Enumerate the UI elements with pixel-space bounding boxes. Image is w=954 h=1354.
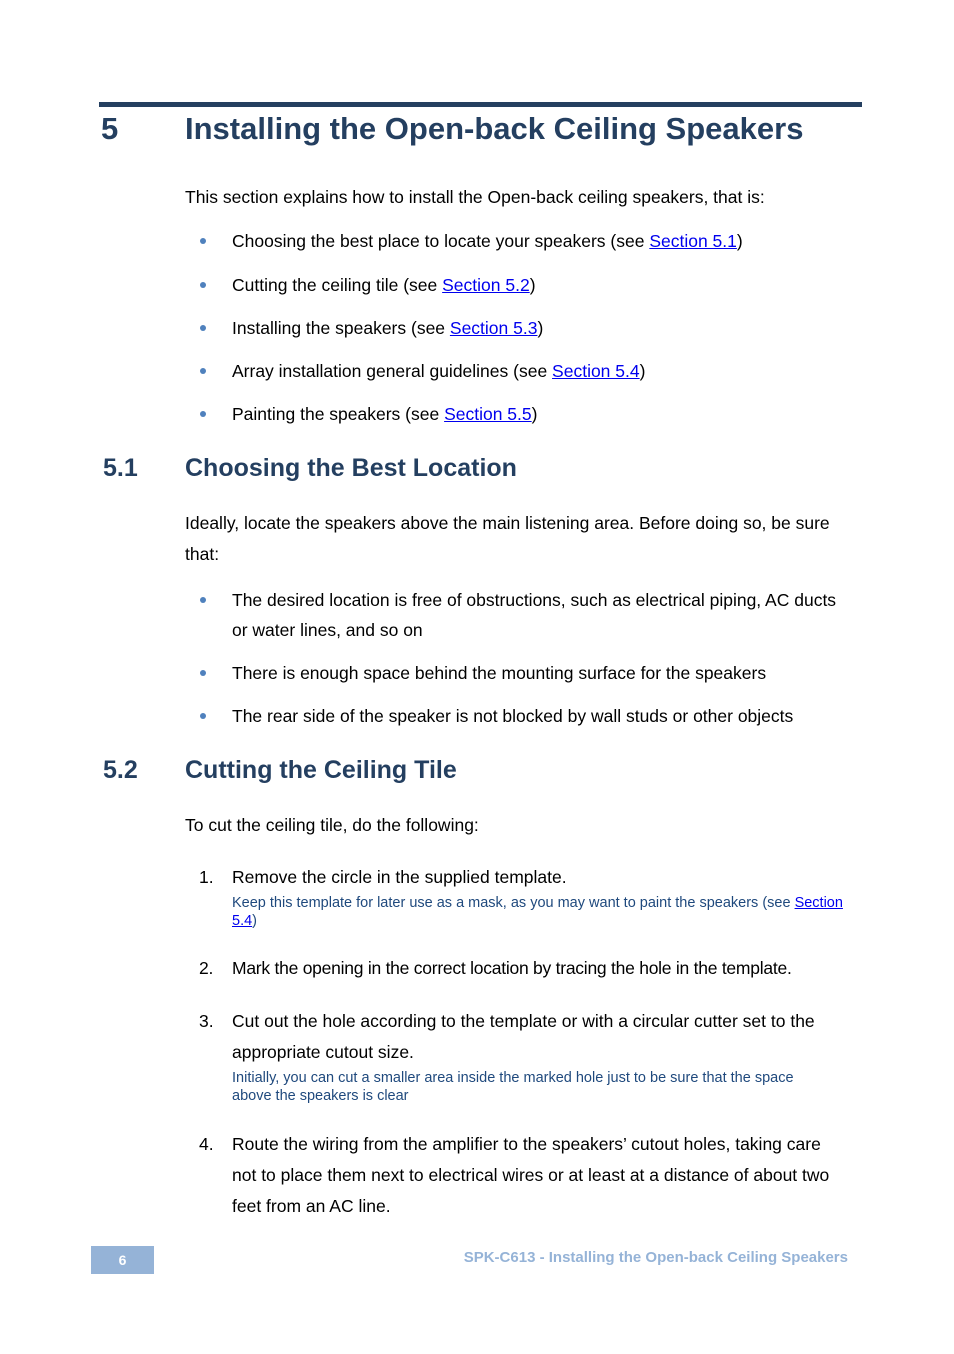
section-number: 5.2	[103, 756, 138, 784]
step-note: Initially, you can cut a smaller area inside the marked hole just to be sure that the space above the speakers is clear	[232, 1070, 794, 1104]
footer-title: SPK-C613 - Installing the Open-back Ceiling Speakers	[463, 1249, 848, 1266]
intro-paragraph: This section explains how to install the Open-back ceiling speakers, that is:	[185, 187, 765, 207]
step-item: 3. Cut out the hole according to the template or with a circular cutter set to the appropriate cutout size.	[199, 1011, 815, 1062]
section-paragraph: Ideally, locate the speakers above the main listening area. Before doing so, be sure that:	[185, 513, 830, 564]
bullet-icon	[200, 238, 206, 244]
link-section-5-4[interactable]: Section 5.4	[232, 895, 843, 929]
section-paragraph: To cut the ceiling tile, do the following:	[185, 815, 479, 835]
section-title: Cutting the Ceiling Tile	[185, 756, 457, 784]
chapter-number: 5	[101, 111, 119, 146]
step-item: 2. Mark the opening in the correct location by tracing the hole in the template.	[199, 958, 792, 978]
link-section-5-3[interactable]: Section 5.3	[449, 318, 538, 338]
link-section-5-4[interactable]: Section 5.4	[552, 361, 640, 381]
list-item: The desired location is free of obstructions, such as electrical piping, AC ducts or water lines, and so on	[200, 585, 845, 645]
page-number: 6	[91, 1246, 154, 1274]
list-item: Array installation general guidelines (see Section 5.4)	[200, 356, 845, 386]
bullet-icon	[200, 282, 206, 288]
list-item: There is enough space behind the mounting surface for the speakers	[200, 658, 845, 688]
bullet-icon	[200, 670, 206, 676]
bullet-icon	[200, 411, 206, 417]
chapter-title: Installing the Open-back Ceiling Speakers	[185, 111, 804, 146]
bullet-icon	[200, 713, 206, 719]
bullet-icon	[200, 325, 206, 331]
bullet-icon	[200, 597, 206, 603]
list-item: Painting the speakers (see Section 5.5)	[200, 399, 845, 429]
step-item: 4. Route the wiring from the amplifier to the speakers’ cutout holes, taking care not to place them next to electrical wires or at least at a distance of about two feet from an AC line.	[199, 1134, 830, 1216]
link-section-5-1[interactable]: Section 5.1	[649, 231, 737, 251]
link-section-5-2[interactable]: Section 5.2	[442, 275, 530, 295]
link-section-5-5[interactable]: Section 5.5	[444, 404, 532, 424]
section-title: Choosing the Best Location	[185, 454, 517, 482]
step-item: 1. Remove the circle in the supplied template.	[199, 867, 567, 887]
list-item: The rear side of the speaker is not blocked by wall studs or other objects	[200, 701, 845, 731]
section-number: 5.1	[103, 454, 138, 482]
bullet-icon	[200, 368, 206, 374]
chapter-rule	[99, 102, 862, 107]
list-item: Choosing the best place to locate your speakers (see Section 5.1)	[200, 226, 845, 256]
list-item: Cutting the ceiling tile (see Section 5.2)	[200, 270, 845, 300]
step-note: Keep this template for later use as a mask, as you may want to paint the speakers (see Section 5.4)	[232, 895, 843, 929]
list-item: Installing the speakers (see Section 5.3)	[200, 313, 845, 343]
